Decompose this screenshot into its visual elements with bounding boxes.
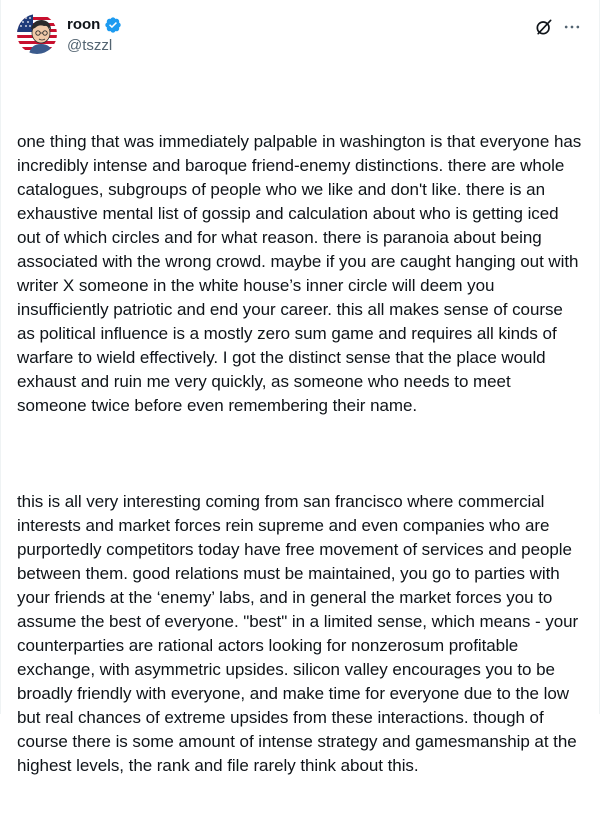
tweet-paragraph-1: one thing that was immediately palpable in washington is that everyone has incredibly intense and baroque friend-enemy distinctions. there are whole catalogues, subgroups of people who we like and don't like. there is an exhaustive mental list of gossip and calculation about who is getting iced out of which circles and for what reason. there is paranoia about being associated with the wrong crowd. maybe if you are caught hanging out with writer X someone in the white house’s inner circle will deem you insufficiently patriotic and end your career. this all makes sense of course as political influence is a mostly zero sum game and requires all kinds of warfare to wield effectively. I got the distinct sense that the place would exhaust and ruin me very quickly, as someone who needs to meet someone twice before even remembering their name. — [17, 132, 586, 415]
avatar[interactable] — [17, 14, 57, 54]
author-info — [67, 15, 122, 56]
tweet-text — [17, 66, 586, 826]
name-row — [67, 15, 122, 35]
avatar-illustration-flag-icon — [17, 14, 57, 54]
more-icon[interactable] — [561, 16, 583, 38]
grok-icon[interactable] — [533, 16, 555, 38]
header-actions — [533, 16, 583, 38]
handle[interactable]: @tszzl — [67, 37, 113, 54]
display-name[interactable]: roon — [67, 16, 101, 33]
tweet-paragraph-2: this is all very interesting coming from san francisco where commercial interests and market forces rein supreme and even companies who are purportedly competitors today have free movement of services and people between them. good relations must be maintained, you go to parties with your friends at the ‘enemy’ labs, and in general the market forces you to assume the best of everyone. "best" in a limited sense, which means - your counterparties are rational actors looking for nonzerosum profitable exchange, with asymmetric upsides. silicon valley encourages you to be broadly friendly with everyone, and make time for everyone due to the low but real chances of extreme upsides from these interactions. though of course there is some amount of intense strategy and gamesmanship at the highest levels, the rank and file rarely think about this. — [17, 492, 583, 775]
tweet-header — [17, 14, 583, 66]
verified-badge-icon[interactable] — [104, 16, 122, 34]
